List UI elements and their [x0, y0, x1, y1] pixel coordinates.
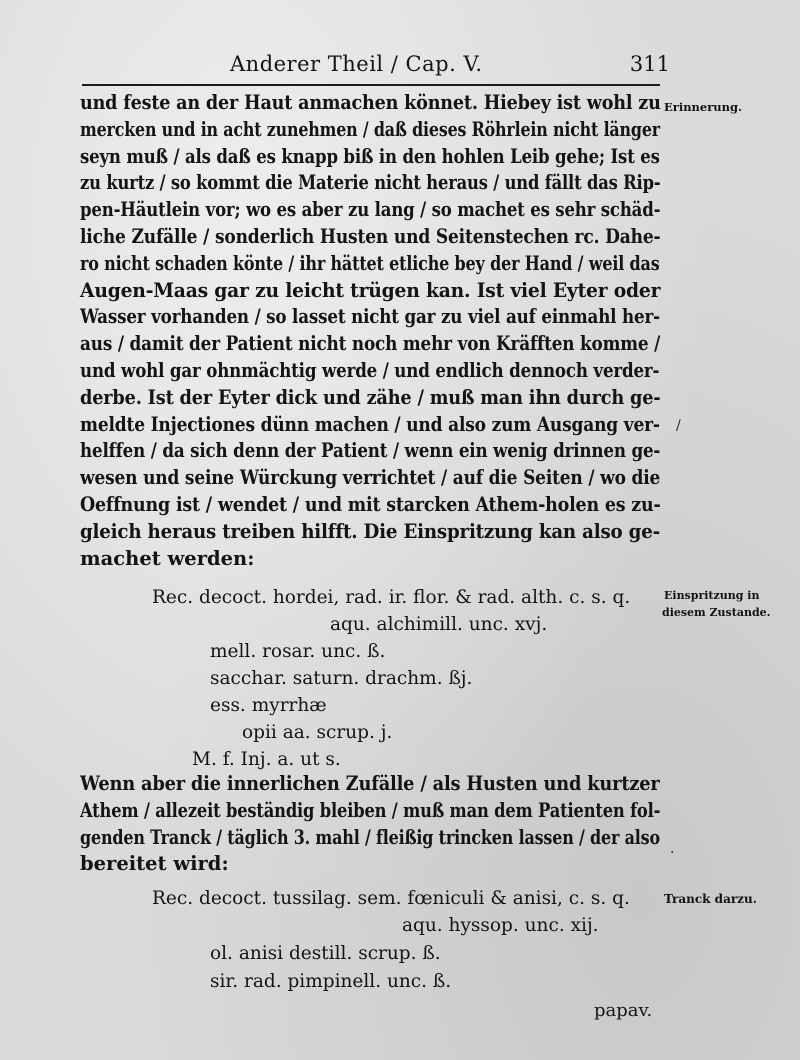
- text-line: zu kurtz / so kommt die Materie nicht heraus / und fällt das Rip-: [80, 171, 661, 195]
- margin-note-tranck: Tranck darzu.: [664, 892, 757, 906]
- text-line: machet werden:: [80, 546, 255, 570]
- text-line: pen-Häutlein vor; wo es aber zu lang / so machet es sehr schäd-: [80, 198, 661, 222]
- text-line: und feste an der Haut anmachen könnet. Hiebey ist wohl zu: [80, 91, 661, 114]
- recipe-line: ess. myrrhæ: [210, 695, 327, 716]
- ink-mark: /: [676, 418, 681, 434]
- ink-mark: ·: [670, 845, 675, 861]
- recipe-line: mell. rosar. unc. ß.: [210, 641, 386, 662]
- paragraph-1: [80, 90, 660, 572]
- text-line: liche Zufälle / sonderlich Husten und Seitenstechen rc. Dahe-: [80, 224, 661, 248]
- text-line: und wohl gar ohnmächtig werde / und endlich dennoch verder-: [80, 358, 660, 382]
- recipe-line: aqu. alchimill. unc. xvj.: [330, 614, 548, 635]
- text-line: bereitet wird:: [80, 852, 229, 876]
- recipe-line: Rec. decoct. tussilag. sem. fœniculi & anisi, c. s. q.: [152, 888, 630, 909]
- recipe-line: Rec. decoct. hordei, rad. ir. flor. & rad. alth. c. s. q.: [152, 587, 631, 608]
- header-rule: [82, 84, 660, 86]
- text-line: Oeffnung ist / wendet / und mit starcken Athem-holen es zu-: [80, 492, 661, 516]
- margin-note-einspritzung-line1: Einspritzung in: [664, 589, 760, 602]
- paragraph-2: [80, 771, 660, 878]
- running-title: Anderer Theil / Cap. V.: [230, 52, 483, 76]
- text-line: Wasser vorhanden / so lasset nicht gar zu viel auf einmahl her-: [80, 305, 660, 329]
- margin-note-einspritzung-line2: diesem Zustande.: [662, 606, 771, 619]
- text-line: genden Tranck / täglich 3. mahl / fleißig trincken lassen / der also: [80, 825, 660, 849]
- text-line: wesen und seine Würckung verrichtet / auf die Seiten / wo die: [80, 466, 661, 490]
- margin-note-erinnerung: Erinnerung.: [664, 100, 743, 114]
- text-line: gleich heraus treiben hilfft. Die Einspritzung kan also ge-: [80, 519, 660, 543]
- recipe-line: opii aa. scrup. j.: [242, 722, 393, 743]
- text-line: Wenn aber die innerlichen Zufälle / als Husten und kurtzer: [80, 772, 660, 795]
- text-line: seyn muß / als daß es knapp biß in den hohlen Leib gehe; Ist es: [80, 144, 660, 168]
- running-header: [80, 52, 680, 82]
- recipe-line: sacchar. saturn. drachm. ßj.: [210, 668, 473, 689]
- recipe-line: aqu. hyssop. unc. xij.: [402, 915, 599, 936]
- text-line: aus / damit der Patient nicht noch mehr von Kräfften komme /: [80, 332, 661, 356]
- text-line: Augen-Maas gar zu leicht trügen kan. Ist viel Eyter oder: [80, 278, 661, 302]
- recipe-line: sir. rad. pimpinell. unc. ß.: [210, 971, 452, 992]
- text-line: helffen / da sich denn der Patient / wenn ein wenig drinnen ge-: [80, 439, 661, 463]
- recipe-line: ol. anisi destill. scrup. ß.: [210, 943, 441, 964]
- text-line: mercken und in acht zunehmen / daß dieses Röhrlein nicht länger: [80, 117, 660, 141]
- text-line: Athem / allezeit beständig bleiben / muß man dem Patienten fol-: [80, 798, 661, 822]
- text-line: derbe. Ist der Eyter dick und zähe / muß man ihn durch ge-: [80, 385, 661, 409]
- catchword: papav.: [594, 1000, 653, 1021]
- recipe-line: M. f. Inj. a. ut s.: [192, 749, 341, 770]
- page-number: 311: [629, 52, 670, 76]
- text-line: ro nicht schaden könte / ihr hättet etliche bey der Hand / weil das: [80, 251, 660, 275]
- text-line: meldte Injectiones dünn machen / und also zum Ausgang ver-: [80, 412, 660, 436]
